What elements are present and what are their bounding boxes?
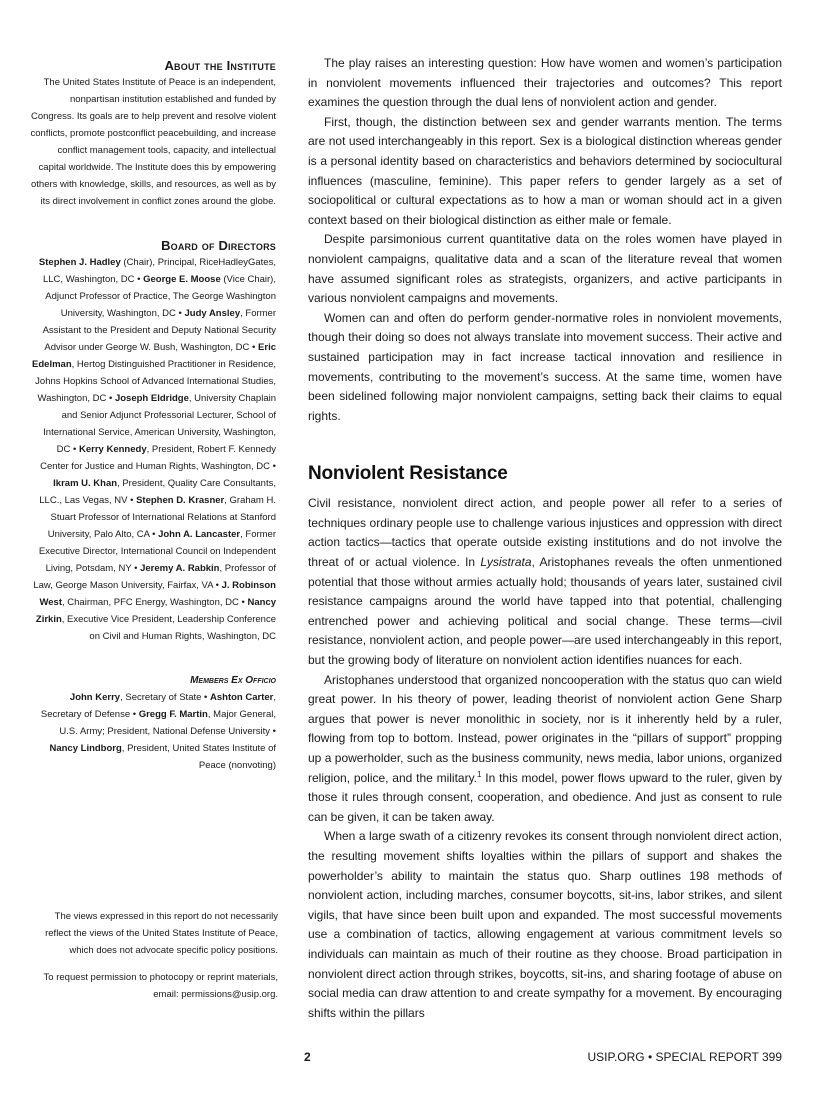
exofficio-section (30, 673, 276, 774)
disclaimer: The views expressed in this report do not necessarily reflect the views of the United States Institute of Peace, which does not advocate specific policy positions. (45, 911, 278, 956)
board-title: Board of Directors (161, 238, 276, 253)
paragraph: When a large swath of a citizenry revokes its consent through nonviolent direct action, the resulting movement shifts loyalties within the pillars of support and shakes the powerholder’s ability to maintain the status quo. Sharp outlines 198 methods of nonviolent action, including marches, consumer boycotts, sit-ins, labor strikes, and silent vigils, that have since been built upon and expanded. The most successful movements use a combination of tactics, allowing engagement at various commitment levels so individuals can maintain as much of their routine as they choose. Broad participation in nonviolent direct action through strikes, boycotts, sit-ins, and sharing footage of abuse on social media can draw attention to and create sympathy for a movement. By encouraging shifts within the pillars (308, 829, 782, 1020)
sidebar (30, 58, 278, 1000)
exofficio-title: Members Ex Officio (190, 675, 276, 686)
exofficio-members: John Kerry, Secretary of State • Ashton Carter, Secretary of Defense • Gregg F. Martin, Major General, U.S. Army; President, National Defense University • Nancy Lindborg, President, United States Institute of Peace (nonvoting) (40, 692, 276, 771)
about-text: The United States Institute of Peace is an independent, nonpartisan institution established and funded by Congress. Its goals are to help prevent and resolve violent conflicts, promote postconflict peacebuilding, and increase conflict management tools, capacity, and intellectual capital worldwide. The Institute does this by empowering others with knowledge, skills, and resources, as well as by its direct involvement in conflict zones around the globe. (30, 77, 276, 207)
page-number: 2 (304, 1050, 311, 1064)
footnote-ref[interactable]: 1 (477, 769, 482, 779)
permission-note: To request permission to photocopy or reprint materials, email: permissions@usip.org. (43, 972, 278, 1000)
paragraph: Civil resistance, nonviolent direct action, and people power all refer to a series of techniques ordinary people use to challenge various injustices and oppression with direct action tactics—tactics that operate outside existing institutions and do not involve the threat of or actual violence. In Lysistrata, Aristophanes reveals the often unmentioned potential that those without armies actually hold; thousands of years later, sustained civil resistance campaigns around the world have tapped into that potential, challenging entrenched power and achieving political and social change. These terms—civil resistance, nonviolent action, and people power—are used interchangeably in this report, but the growing body of literature on nonviolent action identifies nuances for each. (308, 496, 782, 668)
running-head: USIP.ORG • SPECIAL REPORT 399 (587, 1050, 782, 1064)
paragraph: Aristophanes understood that organized noncooperation with the status quo can wield great power. In his theory of power, leading theorist of nonviolent action Gene Sharp argues that power is never monolithic in society, nor is it inherently held by a ruler, flowing from top to bottom. Instead, power originates in the “pillars of support” propping up a powerholder, such as the business community, news media, labor unions, organized religion, police, and the military.$^1$ In this model, power flows upward to the ruler, given by those it rules through consent, cooperation, and obedience. And just as consent to rule can be given, it can be taken away. (308, 672, 782, 824)
main-column (308, 54, 782, 1023)
about-title: About the Institute (164, 58, 276, 73)
paragraph: First, though, the distinction between sex and gender warrants mention. The terms are not used interchangeably in this report. Sex is a biological distinction whereas gender is a personal identity based on characteristics and behaviors determined by sociocultural influences (masculine, feminine). This paper refers to gender largely as a set of sociopolitical or cultural expectations as to how a man or woman should act in a given context based on their biological distinction as either male or female. (308, 114, 782, 227)
board-members: Stephen J. Hadley (Chair), Principal, RiceHadleyGates, LLC, Washington, DC • George E. Moose (Vice Chair), Adjunct Professor of Practice, The George Washington University, Washington, DC • Judy Ansley, Former Assistant to the President and Deputy National Security Advisor under George W. Bush, Washington, DC • Eric Edelman, Hertog Distinguished Practitioner in Residence, Johns Hopkins School of Advanced International Studies, Washington, DC • Joseph Eldridge, University Chaplain and Senior Adjunct Professorial Lecturer, School of International Service, American University, Washington, DC • Kerry Kennedy, President, Robert F. Kennedy Center for Justice and Human Rights, Washington, DC • Ikram U. Khan, President, Quality Care Consultants, LLC., Las Vegas, NV • Stephen D. Krasner, Graham H. Stuart Professor of International Relations at Stanford University, Palo Alto, CA • John A. Lancaster, Former Executive Director, International Council on Independent Living, Potsdam, NY • Jeremy A. Rabkin, Professor of Law, George Mason University, Fairfax, VA • J. Robinson West, Chairman, PFC Energy, Washington, DC • Nancy Zirkin, Executive Vice President, Leadership Conference on Civil and Human Rights, Washington, DC (32, 257, 276, 642)
sidebar-footnotes (30, 908, 278, 1013)
paragraph: Women can and often do perform gender-normative roles in nonviolent movements, though their doing so does not always translate into movement success. Their active and sustained participation may in fact increase tactical innovation and resilience in movements, contributing to the movement’s success. At the same time, women have been sidelined following major nonviolent campaigns, setting back their claims to equal rights. (308, 310, 782, 423)
section-heading: Nonviolent Resistance (308, 463, 508, 485)
board-section (30, 238, 276, 645)
about-section (30, 58, 276, 210)
paragraph: The play raises an interesting question: How have women and women’s participation in nonviolent movements influenced their trajectories and outcomes? This report examines the question through the dual lens of nonviolent action and gender. (308, 56, 782, 110)
paragraph: Despite parsimonious current quantitative data on the roles women have played in nonviolent campaigns, qualitative data and a scan of the literature reveal that women have assumed significant roles as strategists, organizers, and active participants in various nonviolent campaigns and movements. (308, 232, 782, 306)
